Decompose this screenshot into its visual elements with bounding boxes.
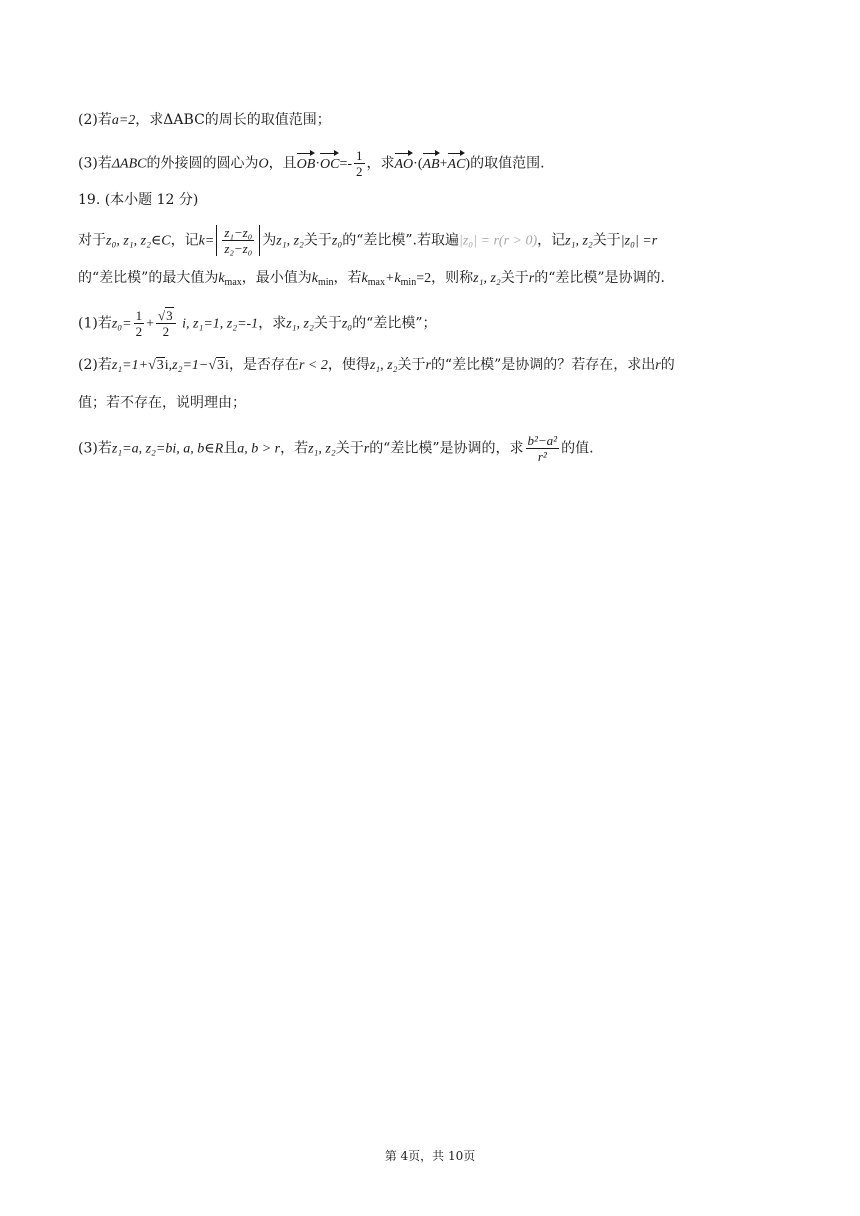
def-text: ，记 [537,232,566,249]
part-text: 的值. [561,440,594,457]
part-lead: (3)若 [78,155,112,172]
k-sum: +k [384,271,401,286]
vector-oc: OC [320,151,339,175]
imag-unit: i, [164,358,173,373]
abs-z0: |z₀| =r [620,233,658,249]
q18-part3: (3)若ΔABC的外接圆的圆心为O，且OB·OC=- $\frac{1}{2}$ ，求AO·(AB+AC)的取值范围. [78,148,545,179]
fraction-half: $\frac{1}{2}$ [356,148,363,179]
sqrt-3: √3 [148,358,164,373]
k-sum: k [361,271,368,286]
q19-heading: 19. (本小题 12 分) [78,192,199,208]
equals-two: =2 [416,271,432,286]
def-text: 关于 [303,232,332,249]
def-text: ，记 [170,232,199,249]
fraction-b2-a2-over-r2: $\frac{\text{b²−a²}}{\text{r²}}$ [527,433,558,464]
z0: z₀ [331,233,343,249]
def-text: 关于 [500,270,529,286]
part-text: ，求 [258,315,287,332]
k-min: k [311,271,318,286]
def-text: ，则称 [431,270,474,286]
part-text: 的“差比模”是协调的？若存在，求出 [430,357,656,373]
equals: =- [339,156,352,172]
z-definitions: z₁=a, z₂=bi, a, b∈R [111,441,224,457]
q19-part3 [78,433,594,464]
var-r: r [528,271,535,286]
q19-part1 [78,308,436,339]
var-r: r [655,358,661,373]
triangle-abc: ΔABC [111,156,147,172]
pair-z: z₁, z₂ [565,233,593,249]
part-text: ，且 [268,155,297,172]
k-equals: k= [198,233,215,249]
def-text: 的“差比模”.若取遍 [342,232,459,249]
vector-ab: AB [423,151,440,175]
z2-value: z₂=1− [172,358,209,373]
part-text: 且 [223,440,238,457]
pair-z: z₁, z₂ [276,233,304,249]
def-text: 的“差比模”是协调的. [534,270,665,286]
sub-max: max [224,277,242,288]
sub-min: min [400,277,417,288]
def-text: 关于 [592,232,621,249]
def-text: ，若 [333,270,362,286]
part-text: 关于 [397,357,426,373]
z1-value: z₁=1+ [111,358,149,373]
part-lead: (3)若 [78,440,112,457]
plus: + [146,316,155,332]
part-text: ，求 [366,155,395,172]
part-lead: (2)若 [78,357,112,373]
q19-definition-line2 [78,268,665,293]
condition-r: r < 2 [298,358,328,373]
var-r: r [425,358,431,373]
condition-ab: a, b > r [237,441,281,457]
fraction-half: $\frac{1}{2}$ [135,308,143,339]
part-lead: (1)若 [78,315,112,332]
part-text: 的外接圆的圆心为 [146,155,259,172]
z-values: i, z₁=1, z₂=-1 [182,316,259,332]
part-lead: (2)若 [78,112,112,128]
q18-part2 [78,110,331,131]
def-text: 对于 [78,232,106,249]
point-o: O [258,156,269,172]
part-text: 的“差比模”； [352,315,437,332]
part-text: 的取值范围. [470,155,545,172]
condition-a: a=2 [111,113,136,128]
k-max: k [218,271,225,286]
part-text: 的“差比模”是协调的，求 [369,440,524,457]
part-text: ，是否存在 [228,357,299,373]
def-text: 为 [262,232,277,249]
pair-z: z₁, z₂ [308,441,336,457]
part-text: ，使得 [327,357,370,373]
var-r: r [363,441,370,457]
q19-part2-continued: 值；若不存在，说明理由； [78,395,246,411]
pair-z: z₁, z₂ [369,358,398,373]
q19-part2 [78,355,675,376]
part-text: ，求ΔABC的周长的取值范围； [135,112,331,128]
sub-max: max [367,277,385,288]
part-text: ，若 [280,440,309,457]
page-footer: 第 4页，共 10页 [384,1149,476,1163]
part-text: 关于 [313,315,342,332]
pair-z: z₁, z₂ [473,271,501,286]
vector-ob: OB [297,151,316,175]
condition-r: |z₀| = r(r > 0) [459,233,538,249]
pair-z: z₁, z₂ [286,316,314,332]
sqrt-3: √3 [208,358,225,373]
sub-min: min [317,277,334,288]
vector-ao: AO [395,151,414,175]
z0-equals: z₀= [111,316,132,332]
part-text: 的 [660,357,675,373]
fraction-sqrt3-over-2: $\frac{√3}{2}$ [156,308,176,339]
set-z: z₀, z₁, z₂∈C [106,233,171,249]
abs-fraction: $\frac{\text{z₁−z₀}}{\text{z₂−z₀}}$ [216,225,260,256]
def-text: ，最小值为 [241,270,312,286]
imag-unit: i [225,358,229,373]
part-text: 关于 [335,440,364,457]
q19-definition-line1 [78,225,657,256]
z0: z₀ [341,316,353,332]
def-text: 的“差比模”的最大值为 [78,270,219,286]
vector-ac: AC [448,151,466,175]
